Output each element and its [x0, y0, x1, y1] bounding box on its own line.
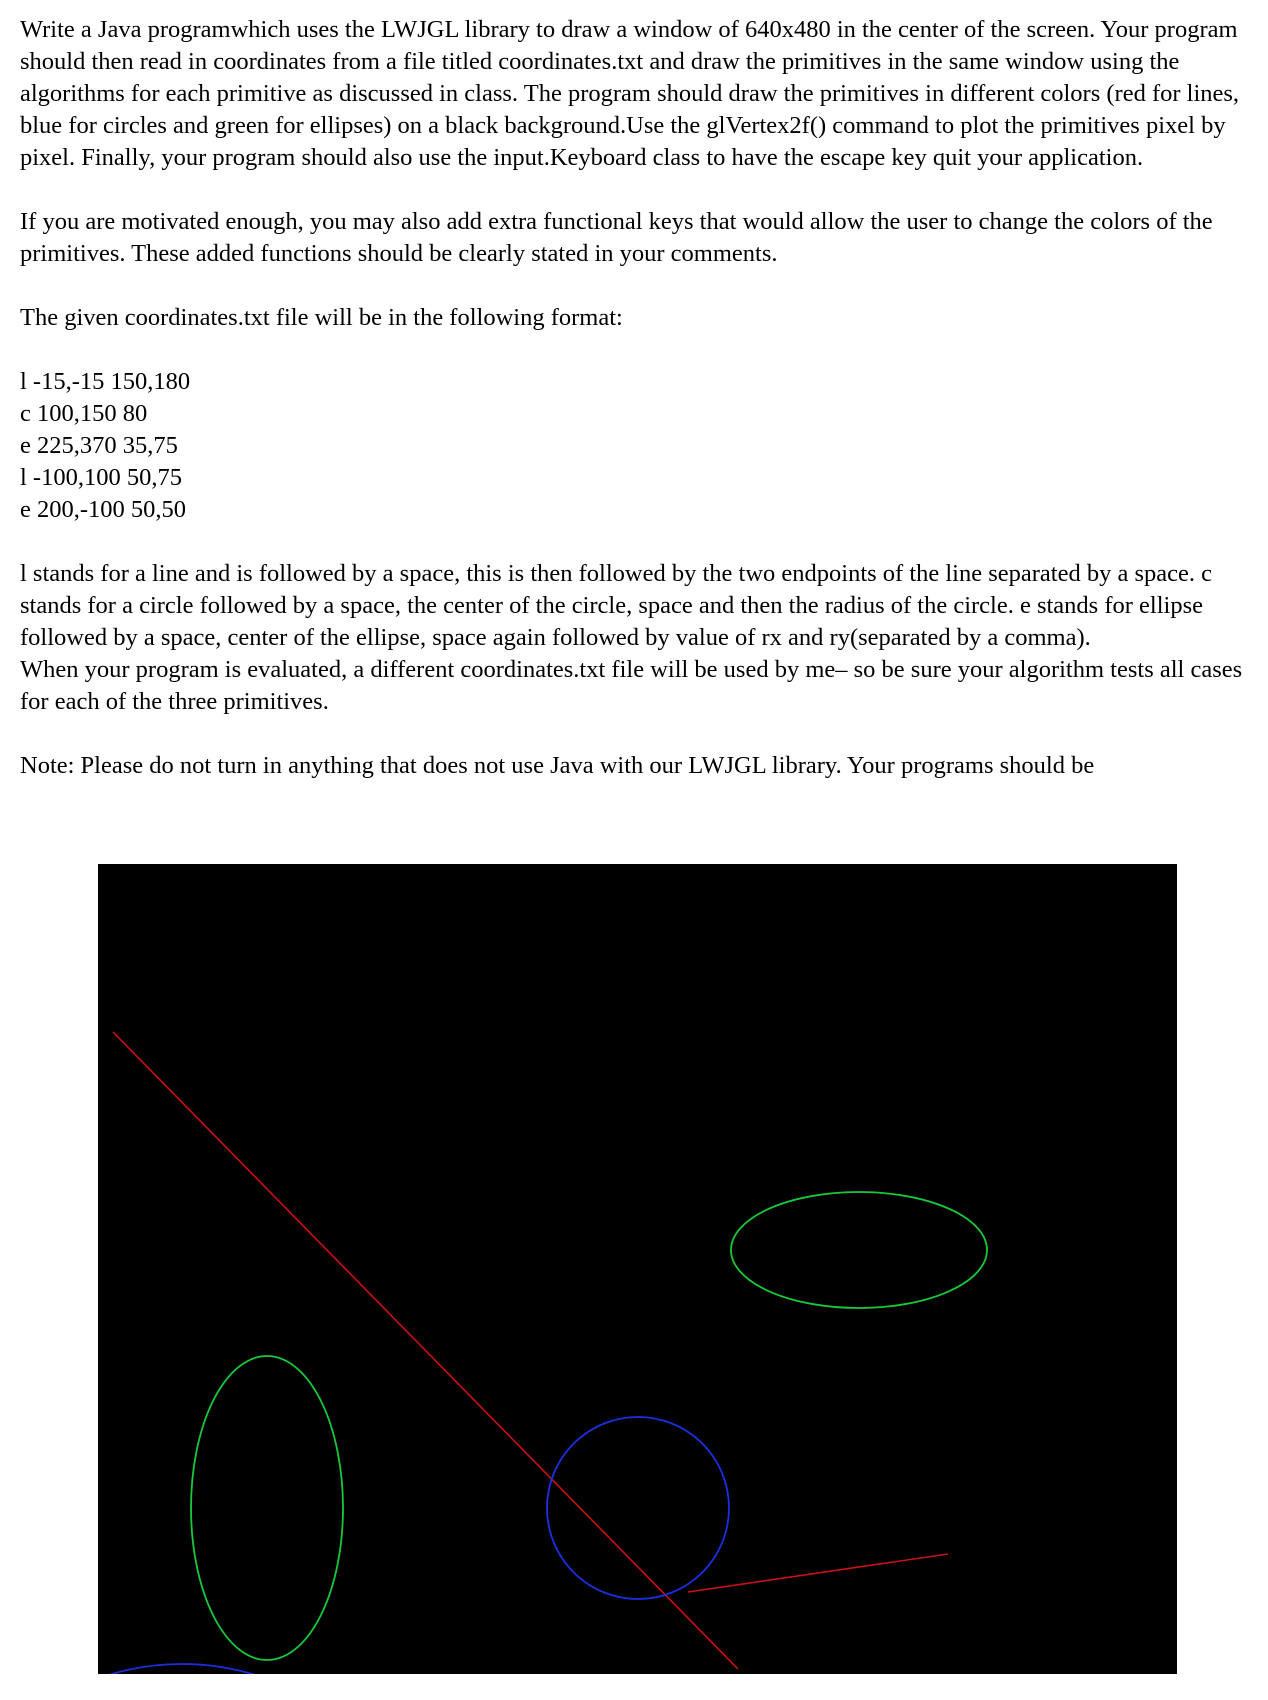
file-format-paragraph: The given coordinates.txt file will be in the following format:: [20, 304, 623, 331]
assignment-document: [20, 14, 1260, 782]
evaluation-paragraph: When your program is evaluated, a different coordinates.txt file will be used by me– so be sure your algorithm tests all cases for each of the three primitives.: [20, 656, 1243, 715]
intro-paragraph: Write a Java programwhich uses the LWJGL library to draw a window of 640x480 in the center of the screen. Your program should then read in coordinates from a file titled coordinates.txt and draw the primitives in the same window using the algorithms for each primitive as discussed in class. The program should draw the primitives in different colors (red for lines, blue for circles and green for ellipses) on a black background.Use the glVertex2f() command to plot the primitives pixel by pixel. Finally, your program should also use the input.Keyboard class to have the escape key quit your application.: [20, 16, 1240, 171]
coordinates-line: l -100,100 50,75: [20, 464, 182, 491]
sample-output-figure: [98, 864, 1177, 1674]
coordinates-line: e 200,-100 50,50: [20, 496, 187, 523]
explanation-paragraph: l stands for a line and is followed by a space, this is then followed by the two endpoints of the line separated by a space. c stands for a circle followed by a space, the center of the circle, space and then the radius of the circle. e stands for ellipse followed by a space, center of the ellipse, space again followed by value of rx and ry(separated by a comma).: [20, 560, 1213, 651]
final-note-paragraph: Note: Please do not turn in anything that does not use Java with our LWJGL library. Your programs should be: [20, 752, 1095, 779]
coordinates-line: l -15,-15 150,180: [20, 368, 191, 395]
extra-keys-paragraph: If you are motivated enough, you may also add extra functional keys that would allow the user to change the colors of the primitives. These added functions should be clearly stated in your comments.: [20, 208, 1213, 267]
coordinates-line: e 225,370 35,75: [20, 432, 178, 459]
coordinates-line: c 100,150 80: [20, 400, 148, 427]
primitives-render: [98, 864, 1177, 1674]
coordinates-example: [20, 366, 1260, 526]
black-background: [98, 864, 1177, 1674]
